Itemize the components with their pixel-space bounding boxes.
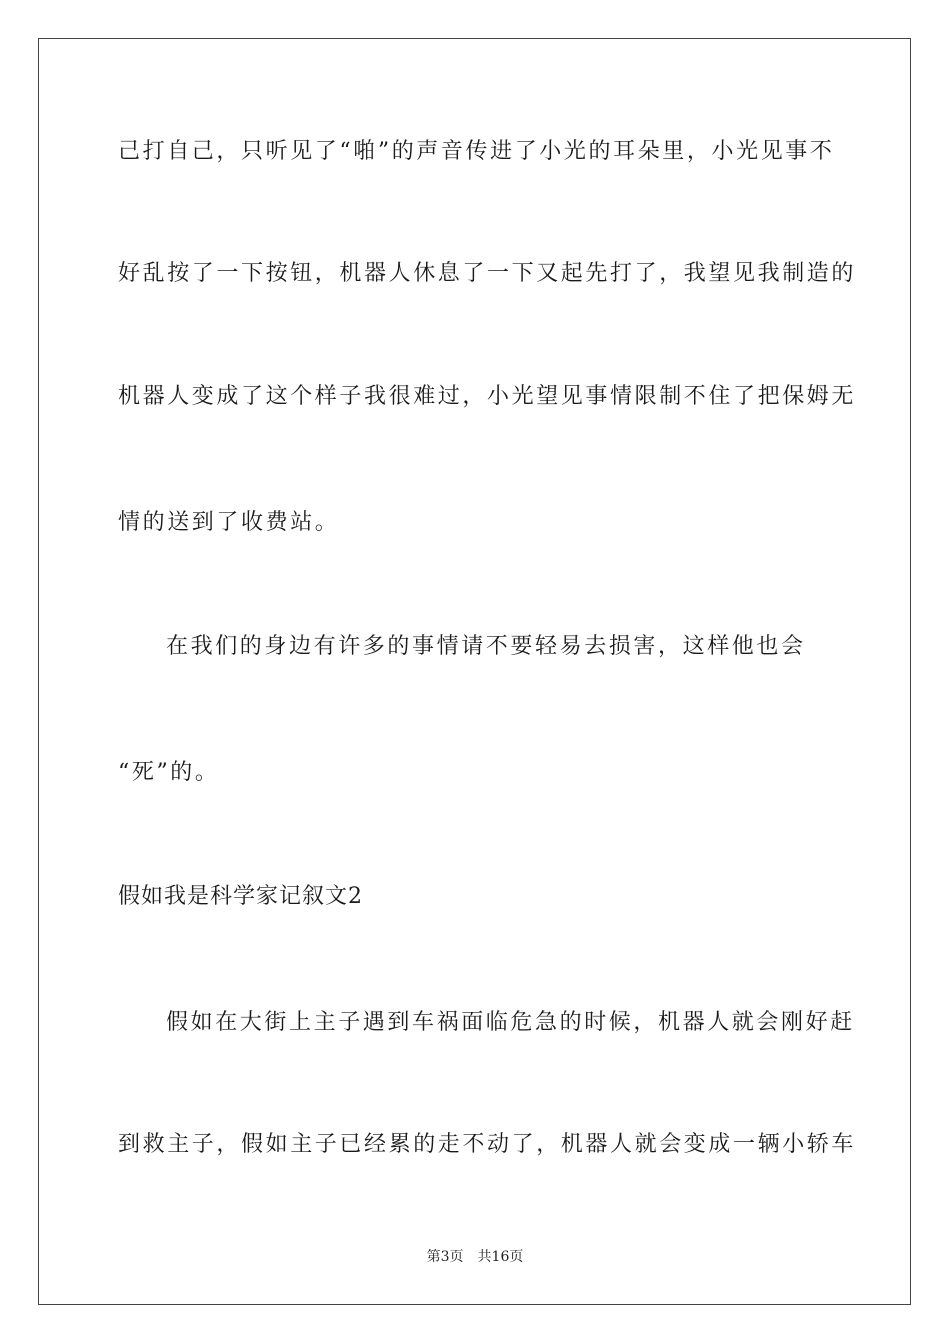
text-line-6: “死”的。 xyxy=(118,760,220,785)
page-border xyxy=(38,38,911,1305)
text-line-2: 好乱按了一下按钮，机器人休息了一下又起先打了，我望见我制造的 xyxy=(118,261,857,286)
text-line-8: 假如在大街上主子遇到车祸面临危急的时候，机器人就会刚好赶 xyxy=(166,1010,855,1035)
text-line-1: 己打自己，只听见了“啪”的声音传进了小光的耳朵里，小光见事不 xyxy=(118,139,835,164)
text-line-3: 机器人变成了这个样子我很难过，小光望见事情限制不住了把保姆无 xyxy=(118,384,857,409)
text-line-5: 在我们的身边有许多的事情请不要轻易去损害，这样他也会 xyxy=(166,634,806,659)
text-line-4: 情的送到了收费站。 xyxy=(118,510,340,535)
page-footer xyxy=(0,1248,950,1266)
section-heading: 假如我是科学家记叙文2 xyxy=(118,884,363,909)
current-page-label: 第3页 xyxy=(426,1249,464,1265)
total-pages-label: 共16页 xyxy=(477,1249,524,1265)
text-line-9: 到救主子，假如主子已经累的走不动了，机器人就会变成一辆小轿车 xyxy=(118,1132,857,1157)
